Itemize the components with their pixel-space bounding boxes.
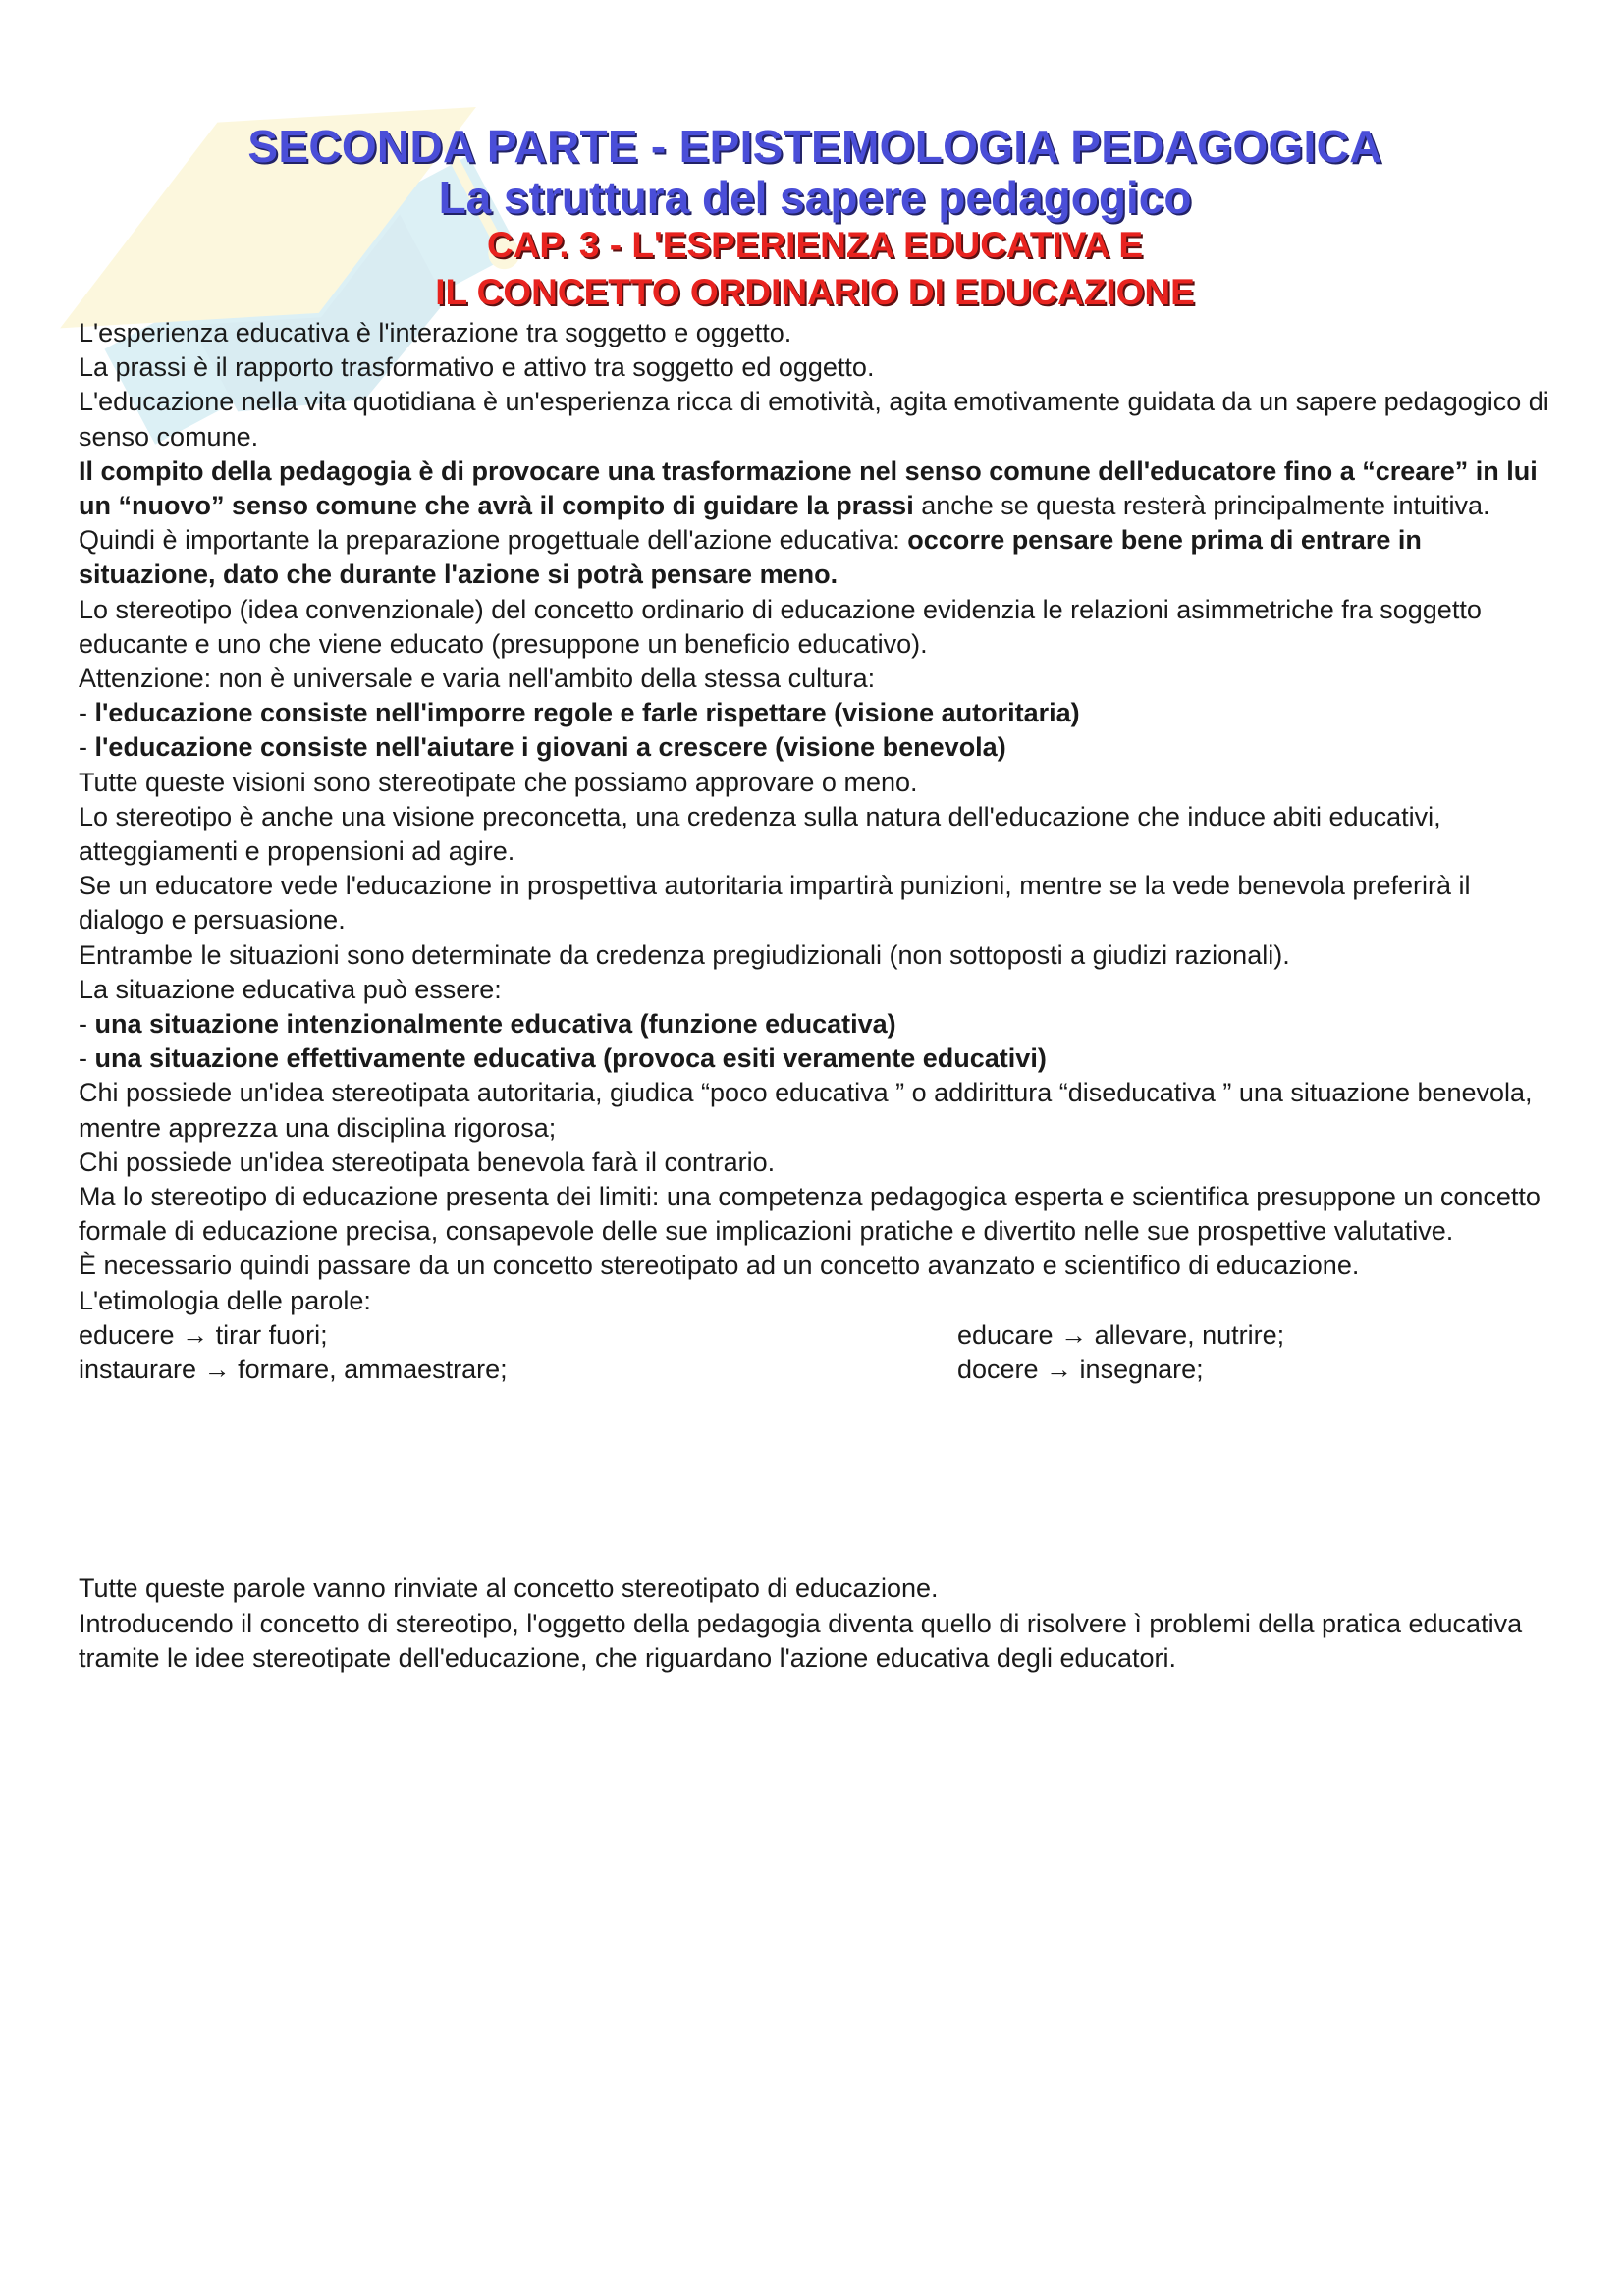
paragraph: Lo stereotipo è anche una visione preconcetta, una credenza sulla natura dell'educazione che induce abiti educativi, atteggiamenti e propensioni ad agire. [79,801,1441,867]
etymology-table [79,1318,1551,1387]
bold-text: l'educazione consiste nell'aiutare i giovani a crescere (visione benevola) [94,732,1006,763]
paragraph: Entrambe le situazioni sono determinate da credenza pregiudizionali (non sottoposti a giudizi razionali). [79,939,1290,970]
blank-space [79,1387,1551,1572]
paragraph [79,454,1551,523]
etymology-entry: docere → insegnare; [957,1355,1204,1385]
main-title: SECONDA PARTE - EPISTEMOLOGIA PEDAGOGICA [247,121,1382,172]
title-block [79,120,1551,316]
paragraph: L'etimologia delle parole: [79,1285,371,1315]
paragraph: Chi possiede un'idea stereotipata autoritaria, giudica “poco educativa ” o addirittura “diseducativa ” una situazione benevola, mentre apprezza una disciplina rigorosa; [79,1078,1533,1143]
paragraph: La situazione educativa può essere: [79,974,502,1004]
paragraph: Introducendo il concetto di stereotipo, l'oggetto della pedagogia diventa quello di risolvere ì problemi della pratica educativa tramite le idee stereotipate dell'educazione, che riguardano l'azione educativa degli educatori. [79,1608,1523,1673]
document-page [79,120,1551,1676]
body-text [79,316,1551,1676]
dash-marker: - [79,1009,95,1040]
etymology-entry: educare → allevare, nutrire; [957,1319,1285,1350]
dash-marker: - [79,1043,95,1074]
list-item [79,1041,1551,1076]
paragraph [79,523,1551,592]
list-item [79,1007,1551,1041]
list-item [79,696,1551,730]
paragraph: Tutte queste visioni sono stereotipate che possiamo approvare o meno. [79,767,918,797]
dash-marker: - [79,732,95,763]
subtitle: La struttura del sapere pedagogico [438,172,1192,223]
chapter-title-line-1: CAP. 3 - L'ESPERIENZA EDUCATIVA E [486,225,1144,265]
etymology-entry: educere → tirar fuori; [79,1319,328,1350]
chapter-title-line-2: IL CONCETTO ORDINARIO DI EDUCAZIONE [435,272,1195,312]
paragraph: Chi possiede un'idea stereotipata benevola farà il contrario. [79,1147,776,1177]
dash-marker: - [79,698,95,728]
list-item [79,730,1551,765]
paragraph: Se un educatore vede l'educazione in prospettiva autoritaria impartirà punizioni, mentre se la vede benevola preferirà il dialogo e persuasione. [79,871,1471,935]
paragraph-text: anche se questa resterà principalmente intuitiva. [913,491,1490,521]
paragraph: Lo stereotipo (idea convenzionale) del concetto ordinario di educazione evidenzia le relazioni asimmetriche fra soggetto educante e uno che viene educato (presuppone un beneficio educativo). [79,594,1482,659]
paragraph-text: Quindi è importante la preparazione progettuale dell'azione educativa: [79,525,908,556]
paragraph: L'educazione nella vita quotidiana è un'esperienza ricca di emotività, agita emotivamente guidata da un sapere pedagogico di senso comune. [79,387,1549,452]
paragraph: Tutte queste parole vanno rinviate al concetto stereotipato di educazione. [79,1574,939,1604]
paragraph: L'esperienza educativa è l'interazione tra soggetto e oggetto. [79,318,792,347]
paragraph: Attenzione: non è universale e varia nell'ambito della stessa cultura: [79,664,876,694]
etymology-entry: instaurare → formare, ammaestrare; [79,1355,508,1385]
bold-text: l'educazione consiste nell'imporre regole e farle rispettare (visione autoritaria) [94,698,1080,728]
bold-text: occorre pensare bene prima di entrare in situazione, dato che durante l'azione si potrà pensare meno. [79,525,1422,590]
bold-text: una situazione intenzionalmente educativa (funzione educativa) [94,1009,896,1040]
bold-text: una situazione effettivamente educativa (provoca esiti veramente educativi) [94,1043,1047,1074]
paragraph: La prassi è il rapporto trasformativo e attivo tra soggetto ed oggetto. [79,352,875,383]
paragraph: Ma lo stereotipo di educazione presenta dei limiti: una competenza pedagogica esperta e scientifica presuppone un concetto formale di educazione precisa, consapevole delle sue implicazioni pratiche e divertito nelle sue prospettive valutative. [79,1182,1541,1247]
paragraph: È necessario quindi passare da un concetto stereotipato ad un concetto avanzato e scientifico di educazione. [79,1251,1360,1281]
bold-text: Il compito della pedagogia è di provocare una trasformazione nel senso comune dell'educatore fino a “creare” in lui un “nuovo” senso comune che avrà il compito di guidare la prassi [79,455,1538,521]
